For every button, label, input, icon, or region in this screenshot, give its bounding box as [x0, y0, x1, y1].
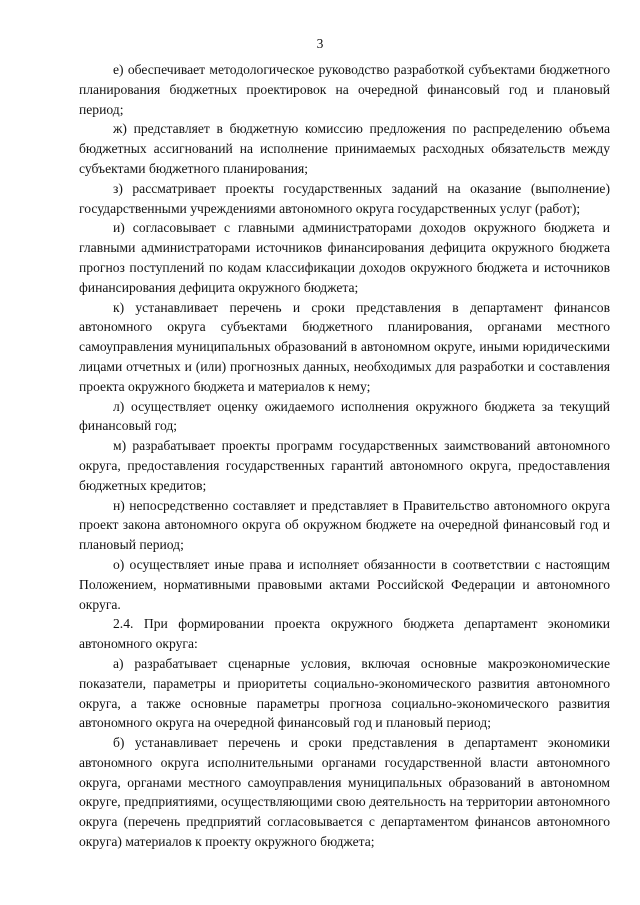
paragraph-item-a: а) разрабатывает сценарные условия, включая основные макроэкономические показатели, параметры и приоритеты социально-экономического развития автономного округа, а также основные параметры прогноза социально-экономического развития автономного округа на очередной финансовый год и плановый период;	[79, 655, 610, 731]
paragraph-item-e: е) обеспечивает методологическое руководство разработкой субъектами бюджетного планирования бюджетных проектировок на очередной финансовый год и плановый период;	[79, 62, 610, 117]
paragraph-item-n: н) непосредственно составляет и представляет в Правительство автономного округа проект закона автономного округа об окружном бюджете на очередной финансовый год и плановый период;	[79, 497, 610, 553]
section-2-4-heading: 2.4. При формировании проекта окружного бюджета департамент экономики автономного округа:	[79, 616, 610, 652]
paragraph-item-m: м) разрабатывает проекты программ государственных заимствований автономного округа, предоставления государственных гарантий автономного округа, предоставления бюджетных кредитов;	[79, 438, 610, 493]
paragraph-item-zh: ж) представляет в бюджетную комиссию предложения по распределению объема бюджетных ассигнований на исполнение принимаемых расходных обязательств между субъектами бюджетного планирования;	[79, 121, 610, 176]
paragraph-item-z: з) рассматривает проекты государственных заданий на оказание (выполнение) государственными учреждениями автономного округа государственных услуг (работ);	[79, 180, 610, 216]
paragraph-item-k: к) устанавливает перечень и сроки представления в департамент финансов автономного округа субъектами бюджетного планирования, органами местного самоуправления муниципальных образований в автономном округе, иными юридическими лицами отчетных и (или) прогнозных данных, необходимых для разработки и составления проекта окружного бюджета и материалов к нему;	[79, 299, 610, 394]
paragraph-item-l: л) осуществляет оценку ожидаемого исполнения окружного бюджета за текущий финансовый год;	[79, 398, 610, 434]
document-body	[79, 60, 610, 852]
paragraph-item-o: о) осуществляет иные права и исполняет обязанности в соответствии с настоящим Положением, нормативными правовыми актами Российской Федерации и автономного округа.	[79, 556, 610, 612]
paragraph-item-b: б) устанавливает перечень и сроки представления в департамент экономики автономного округа исполнительными органами государственной власти автономного округа, органами местного самоуправления муниципальных образований в автономном округе, предприятиями, осуществляющими свою деятельность на территории автономного округа (перечень предприятий согласовывается с департаментом финансов автономного округа) материалов к проекту окружного бюджета;	[79, 735, 610, 850]
paragraph-item-i: и) согласовывает с главными администраторами доходов окружного бюджета и главными администраторами источников финансирования дефицита окружного бюджета прогноз поступлений по кодам классификации доходов окружного бюджета и источников финансирования дефицита окружного бюджета;	[79, 220, 610, 295]
page-number: 3	[316, 36, 324, 51]
